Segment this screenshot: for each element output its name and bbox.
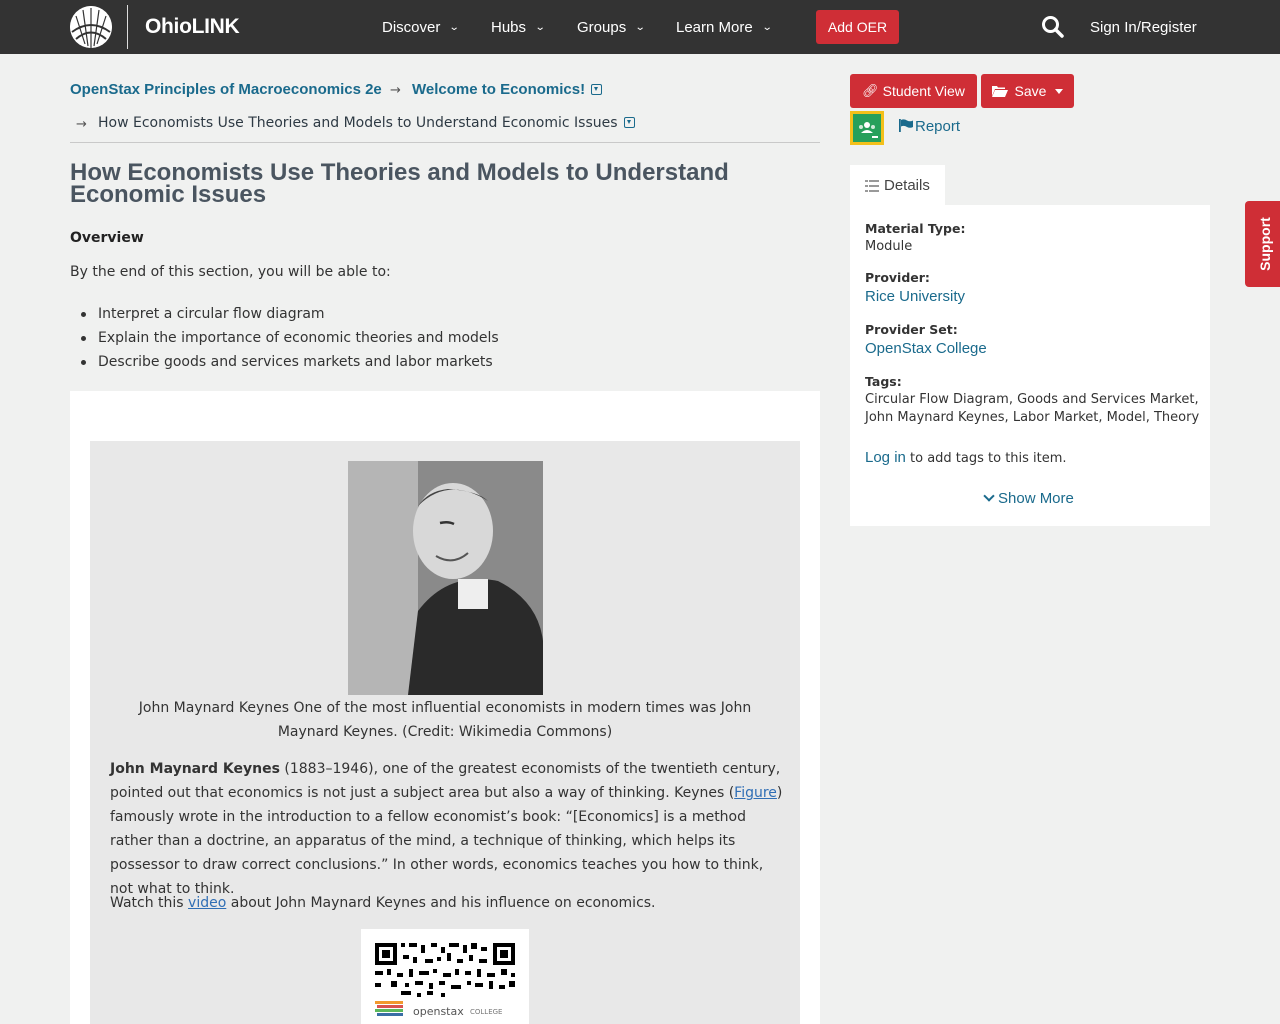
login-link[interactable]: Log in: [865, 449, 906, 466]
breadcrumb-chapter-link[interactable]: [412, 81, 602, 98]
nav-groups[interactable]: [577, 0, 645, 54]
show-more-label: Show More: [998, 490, 1074, 507]
breadcrumb-current-label: How Economists Use Theories and Models to Understand Economic Issues: [98, 115, 618, 131]
login-suffix: to add tags to this item.: [905, 451, 1067, 466]
report-link[interactable]: [899, 118, 960, 135]
nav-discover[interactable]: [382, 0, 459, 54]
student-view-label: Student View: [882, 83, 965, 99]
watch-prefix: Watch this: [110, 895, 189, 911]
save-label: Save: [1014, 83, 1047, 99]
provider-set-label: Provider Set:: [865, 322, 958, 337]
support-tab[interactable]: [1245, 201, 1280, 287]
keynes-paragraph: [110, 757, 790, 901]
chevron-down-icon: ⌄: [449, 21, 461, 33]
list-item: Describe goods and services markets and labor markets: [98, 350, 499, 374]
nav-hubs[interactable]: [491, 0, 544, 54]
breadcrumb-separator: →: [76, 117, 87, 132]
search-icon[interactable]: [1040, 14, 1066, 40]
support-label: Support: [1257, 217, 1273, 271]
provider-link[interactable]: Rice University: [865, 288, 966, 305]
report-label: Report: [915, 118, 961, 135]
material-type-label: Material Type:: [865, 221, 966, 236]
save-button[interactable]: [981, 74, 1074, 108]
figure-link[interactable]: Figure: [734, 785, 777, 801]
ohiolink-logo[interactable]: [70, 5, 250, 49]
figure-caption: John Maynard Keynes One of the most influential economists in modern times was John Maynard Keynes. (Credit: Wikimedia Commons): [138, 700, 752, 740]
provider-label: Provider:: [865, 270, 930, 285]
keynes-text-2: ) famously wrote in the introduction to a fellow economist’s book: “[Economics] is a method rather than a doctrine, an apparatus of the mind, a technique of thinking, which helps its possessor to draw correct conclusions.” In other words, economics teaches you how to think, not what to think.: [110, 785, 783, 897]
breadcrumb-separator: →: [390, 83, 401, 98]
qr-brand-text: openstax: [413, 1005, 464, 1018]
globe-icon: [70, 6, 112, 48]
add-oer-button[interactable]: Add OER: [816, 10, 899, 44]
qr-code[interactable]: [361, 929, 529, 1024]
nav-learn-more-label: Learn More: [676, 18, 753, 36]
tags-line-1: Circular Flow Diagram, Goods and Services Market,: [865, 392, 1199, 407]
chevron-down-icon: ⌄: [761, 21, 773, 33]
caret-down-icon: [1055, 89, 1063, 94]
caret-square-down-icon[interactable]: [624, 117, 635, 128]
keynes-photo: [348, 461, 543, 695]
tab-details[interactable]: [850, 165, 945, 206]
sign-in-register-link[interactable]: Sign In/Register: [1090, 18, 1197, 36]
nav-discover-label: Discover: [382, 18, 441, 36]
objectives-list: [98, 302, 499, 374]
video-link[interactable]: video: [188, 895, 227, 911]
breadcrumb-course-link[interactable]: OpenStax Principles of Macroeconomics 2e: [70, 81, 382, 98]
top-navigation-bar: [0, 0, 1280, 54]
overview-intro: By the end of this section, you will be able to:: [70, 264, 391, 280]
chevron-down-icon: ⌄: [634, 21, 646, 33]
page-title: How Economists Use Theories and Models to Understand Economic Issues: [70, 159, 729, 208]
watch-paragraph: [110, 891, 790, 915]
list-item: Interpret a circular flow diagram: [98, 302, 499, 326]
chevron-down-icon: [983, 490, 994, 501]
logo-text: OhioLINK: [145, 15, 240, 38]
list-icon: [865, 180, 879, 192]
overview-heading: Overview: [70, 230, 144, 246]
breadcrumb-divider: [70, 142, 820, 143]
qr-brand-suffix: COLLEGE: [470, 1008, 503, 1016]
login-tags-text: [865, 449, 1067, 468]
tab-details-label: Details: [884, 177, 930, 194]
list-item: Explain the importance of economic theories and models: [98, 326, 499, 350]
nav-learn-more[interactable]: [676, 0, 771, 54]
nav-hubs-label: Hubs: [491, 18, 527, 36]
provider-set-link[interactable]: OpenStax College: [865, 340, 987, 357]
flag-icon: [899, 119, 913, 132]
folder-open-icon: [992, 85, 1008, 97]
breadcrumb-chapter-label: Welcome to Economics!: [412, 81, 586, 98]
logo-divider: [127, 5, 128, 49]
google-classroom-icon[interactable]: [850, 111, 884, 145]
watch-suffix: about John Maynard Keynes and his influence on economics.: [226, 895, 656, 911]
material-type-value: Module: [865, 239, 913, 254]
keynes-text-1: (1883–1946), one of the greatest economists of the twentieth century, pointed out that economics is not just a subject area but also a way of thinking. Keynes (: [110, 761, 781, 801]
tags-label: Tags:: [865, 374, 902, 389]
keynes-name: John Maynard Keynes: [110, 761, 280, 777]
breadcrumb-current: [98, 115, 635, 131]
link-icon: 🔗︎: [862, 83, 879, 98]
nav-groups-label: Groups: [577, 18, 627, 36]
chevron-down-icon: ⌄: [534, 21, 546, 33]
caret-square-down-icon[interactable]: [591, 84, 602, 95]
tags-line-2: John Maynard Keynes, Labor Market, Model, Theory: [865, 410, 1200, 425]
student-view-button[interactable]: [850, 74, 977, 108]
show-more-button[interactable]: [985, 490, 1074, 507]
